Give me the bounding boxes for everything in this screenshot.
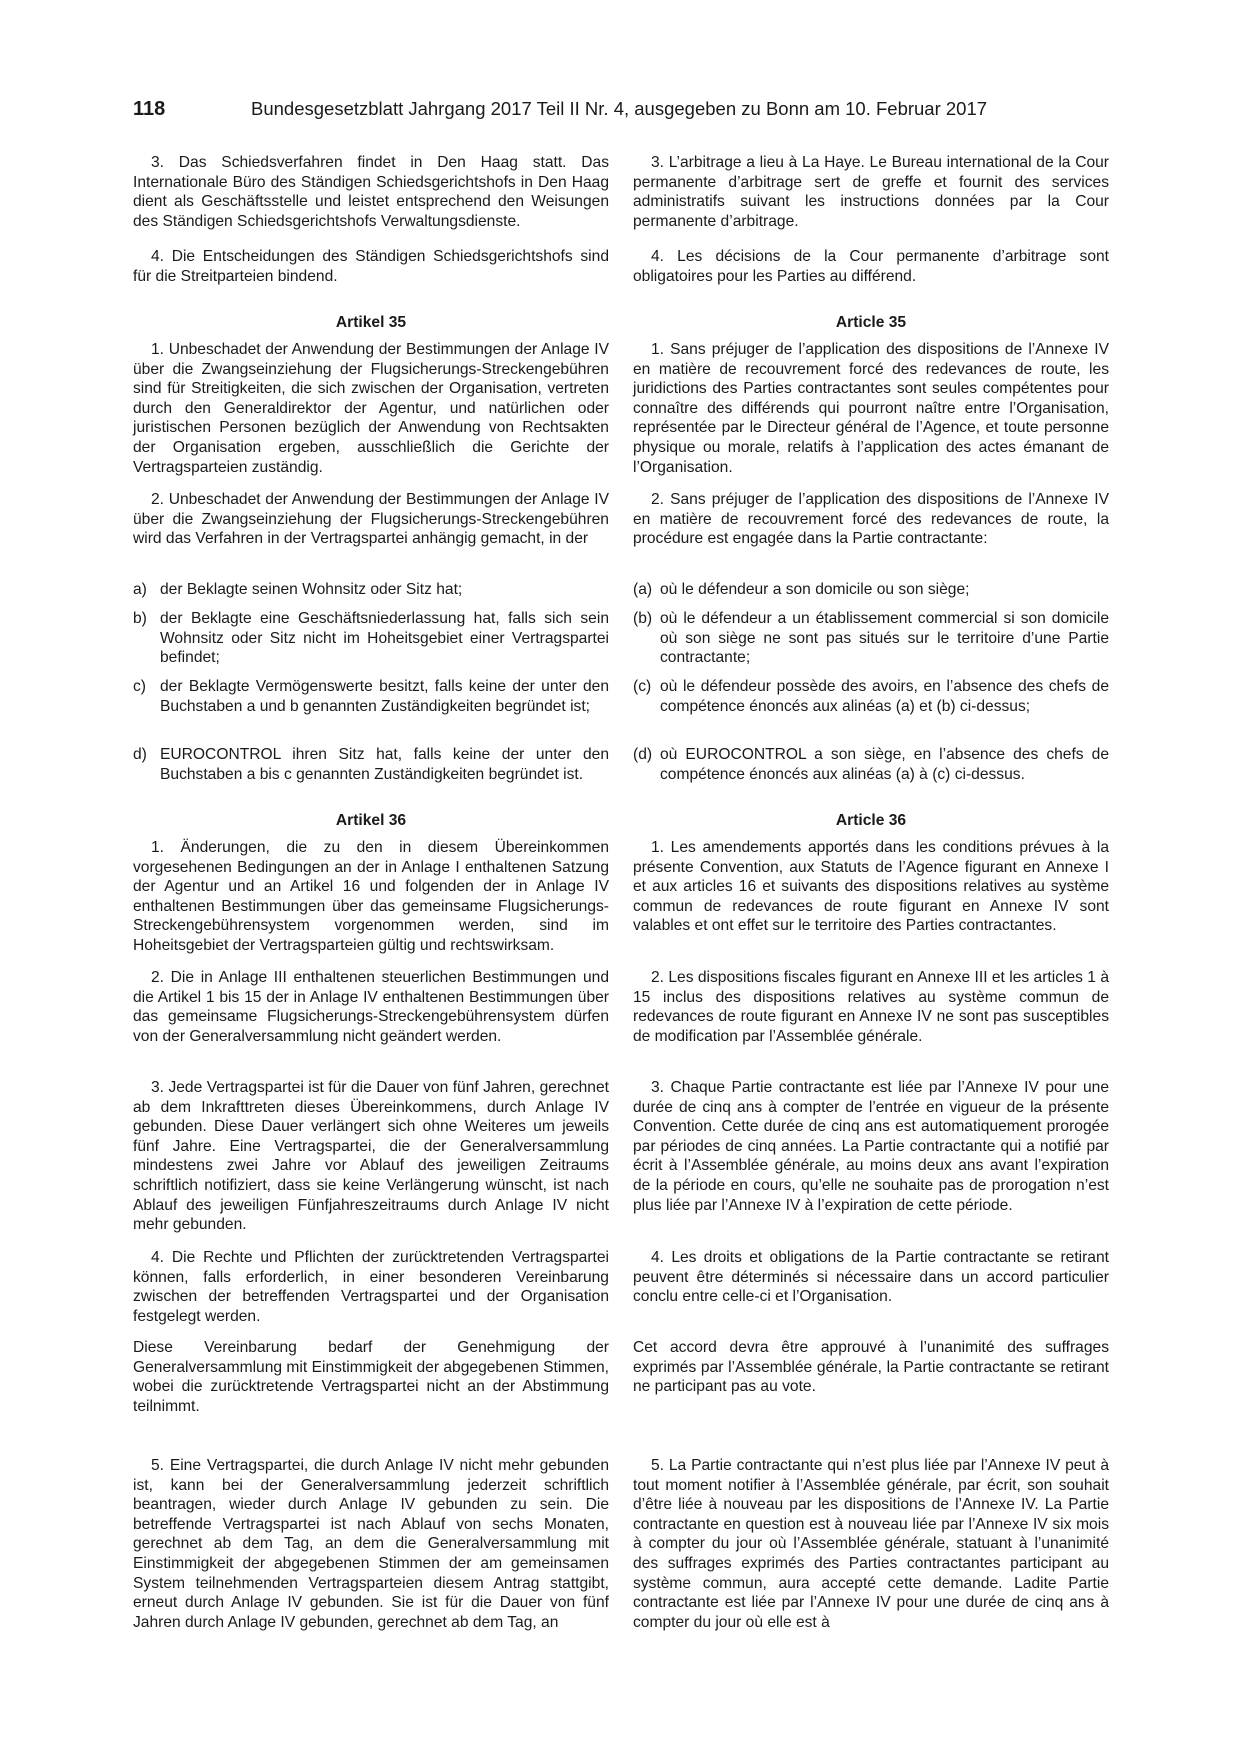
- list-text: où le défendeur a un établissement commercial si son domicile où son siège ne sont pas situés sur le territoire d’une Partie contractante;: [660, 610, 1109, 667]
- de-paragraph: 2. Unbeschadet der Anwendung der Bestimmungen der Anlage IV über die Zwangseinziehung der Flugsicherungs-Streckengebühren wird das Verfahren in der Vertragspartei anhängig gemacht, in der: [133, 491, 609, 548]
- de-paragraph: Diese Vereinbarung bedarf der Genehmigung der Generalversammlung mit Einstimmigkeit der abgegebenen Stimmen, wobei die zurücktretende Vertragspartei nicht an der Abstimmung teilnimmt.: [133, 1339, 609, 1415]
- list-text: der Beklagte seinen Wohnsitz oder Sitz hat;: [160, 581, 463, 598]
- fr-paragraph: 3. Chaque Partie contractante est liée par l’Annexe IV pour une durée de cinq ans à compter de l’entrée en vigueur de la présente Convention. Cette durée de cinq ans est automatiquement prorogée par périodes de cinq années. La Partie contractante qui a notifié par écrit à l’Assemblée générale, au moins deux ans avant l’expiration de la période en cours, qu’elle ne souhaite pas de prorogation n’est plus liée par l’Annexe IV à l’expiration de cette période.: [633, 1079, 1109, 1214]
- fr-article-36-heading: Article 36: [835, 812, 907, 829]
- list-label: a): [133, 581, 147, 598]
- fr-paragraph: 1. Les amendements apportés dans les conditions prévues à la présente Convention, aux Statuts de l’Agence figurant en Annexe I et aux articles 16 et suivants des dispositions relatives au système commun de redevances de route figurant en Annexe IV sont valables et ont effet sur le territoire des Parties contractantes.: [633, 839, 1109, 935]
- running-title: Bundesgesetzblatt Jahrgang 2017 Teil II Nr. 4, ausgegeben zu Bonn am 10. Februar 2017: [251, 98, 988, 119]
- fr-article-35-heading: Article 35: [835, 314, 907, 331]
- de-paragraph: 1. Änderungen, die zu den in diesem Übereinkommen vorgesehenen Bedingungen an der in Anlage I enthaltenen Satzung der Agentur und an Artikel 16 und folgenden der in Anlage IV enthaltenen Bestimmungen über das gemeinsame Flugsicherungs-Streckengebührensystem vorgenommen werden, sind im Hoheitsgebiet der Vertragsparteien gültig und rechtswirksam.: [133, 839, 609, 954]
- fr-paragraph: Cet accord devra être approuvé à l’unanimité des suffrages exprimés par l’Assemblée générale, la Partie contractante se retirant ne participant pas au vote.: [633, 1339, 1109, 1396]
- list-text: où EUROCONTROL a son siège, en l’absence des chefs de compétence énoncés aux alinéas (a) à (c) ci-dessus.: [660, 746, 1109, 783]
- list-text: der Beklagte eine Geschäftsniederlassung hat, falls sich sein Wohnsitz oder Sitz nicht im Hoheitsgebiet einer Vertragspartei befindet;: [160, 610, 609, 667]
- de-paragraph: 4. Die Entscheidungen des Ständigen Schiedsgerichtshofs sind für die Streitparteien bindend.: [133, 248, 609, 285]
- de-paragraph: 3. Das Schiedsverfahren findet in Den Haag statt. Das Internationale Büro des Ständigen Schiedsgerichtshofs in Den Haag dient als Geschäftsstelle und leistet entsprechend den Weisungen des Ständigen Schiedsgerichtshofs Verwaltungsdienste.: [133, 154, 609, 230]
- de-article-36-heading: Artikel 36: [335, 812, 407, 829]
- de-paragraph: 3. Jede Vertragspartei ist für die Dauer von fünf Jahren, gerechnet ab dem Inkrafttreten dieses Übereinkommens, durch Anlage IV gebunden. Diese Dauer verlängert sich ohne Weiteres um jeweils fünf Jahre. Eine Vertragspartei, die der Generalversammlung mindestens zwei Jahre vor Ablauf des jeweiligen Zeitraums schriftlich notifiziert, dass sie keine Verlängerung wünscht, ist nach Ablauf des jeweiligen Fünfjahreszeitraums durch Anlage IV nicht mehr gebunden.: [133, 1079, 609, 1234]
- list-text: EUROCONTROL ihren Sitz hat, falls keine der unter den Buchstaben a bis c genannten Zuständigkeiten begründet ist.: [160, 746, 609, 783]
- fr-paragraph: 1. Sans préjuger de l’application des dispositions de l’Annexe IV en matière de recouvrement forcé des redevances de route, les juridictions des Parties contractantes sont seules compétentes pour connaître des différends qui pourront naître entre l’Organisation, représentée par le Directeur général de l’Agence, et toute personne physique ou morale, relatifs à l’application des actes émanant de l’Organisation.: [633, 341, 1109, 476]
- de-paragraph: 5. Eine Vertragspartei, die durch Anlage IV nicht mehr gebunden ist, kann bei der Generalversammlung jederzeit schriftlich beantragen, wieder durch Anlage IV gebunden zu sein. Die betreffende Vertragspartei ist nach Ablauf von sechs Monaten, gerechnet ab dem Tag, an dem die Generalversammlung mit Einstimmigkeit der abgegebenen Stimmen der am gemeinsamen System teilnehmenden Vertragsparteien diesem Antrag stattgibt, erneut durch Anlage IV gebunden. Sie ist für die Dauer von fünf Jahren durch Anlage IV gebunden, gerechnet ab dem Tag, an: [133, 1457, 609, 1631]
- fr-paragraph: 2. Sans préjuger de l’application des dispositions de l’Annexe IV en matière de recouvrement forcé des redevances de route, la procédure est engagée dans la Partie contractante:: [633, 491, 1109, 548]
- fr-paragraph: 2. Les dispositions fiscales figurant en Annexe III et les articles 1 à 15 inclus des dispositions relatives au système commun de redevances de route figurant en Annexe IV ne sont pas susceptibles de modification par l’Assemblée générale.: [633, 969, 1109, 1045]
- list-label: c): [133, 678, 146, 695]
- fr-paragraph: 4. Les droits et obligations de la Partie contractante se retirant peuvent être déterminés si nécessaire dans un accord particulier conclu entre celle-ci et l’Organisation.: [633, 1249, 1109, 1306]
- fr-paragraph: 3. L’arbitrage a lieu à La Haye. Le Bureau international de la Cour permanente d’arbitrage sert de greffe et fournit des services administratifs suivant les instructions données par la Cour permanente d’arbitrage.: [633, 154, 1109, 230]
- de-article-35-heading: Artikel 35: [335, 314, 407, 331]
- list-label: (a): [633, 581, 653, 598]
- de-paragraph: 2. Die in Anlage III enthaltenen steuerlichen Bestimmungen und die Artikel 1 bis 15 der in Anlage IV enthaltenen Bestimmungen über das gemeinsame Flugsicherungs-Streckengebührensystem dürfen von der Generalversammlung nicht geändert werden.: [133, 969, 609, 1045]
- page-number: 118: [133, 98, 166, 120]
- list-text: der Beklagte Vermögenswerte besitzt, falls keine der unter den Buchstaben a und b genannten Zuständigkeiten begründet ist;: [160, 678, 609, 715]
- list-text: où le défendeur possède des avoirs, en l’absence des chefs de compétence énoncés aux alinéas (a) et (b) ci-dessus;: [660, 678, 1109, 715]
- de-paragraph: 1. Unbeschadet der Anwendung der Bestimmungen der Anlage IV über die Zwangseinziehung der Flugsicherungs-Streckengebühren sind für Streitigkeiten, die sich zwischen der Organisation, vertreten durch den Generaldirektor der Agentur, und natürlichen oder juristischen Personen bezüglich der Anwendung von Rechtsakten der Organisation ergeben, ausschließlich die Gerichte der Vertragsparteien zuständig.: [133, 341, 609, 476]
- list-label: (b): [633, 610, 653, 627]
- list-label: d): [133, 746, 147, 763]
- list-label: b): [133, 610, 147, 627]
- list-label: (c): [633, 678, 652, 695]
- fr-paragraph: 4. Les décisions de la Cour permanente d’arbitrage sont obligatoires pour les Parties au différend.: [633, 248, 1109, 285]
- list-label: (d): [633, 746, 653, 763]
- de-paragraph: 4. Die Rechte und Pflichten der zurücktretenden Vertragspartei können, falls erforderlich, in einer besonderen Vereinbarung zwischen der betreffenden Vertragspartei und der Organisation festgelegt werden.: [133, 1249, 609, 1325]
- fr-paragraph: 5. La Partie contractante qui n’est plus liée par l’Annexe IV peut à tout moment notifier à l’Assemblée générale, par écrit, son souhait d’être liée à nouveau par les dispositions de l’Annexe IV. La Partie contractante en question est à nouveau liée par l’Annexe IV six mois à compter du jour où l’Assemblée générale, statuant à l’unanimité des suffrages exprimés des Parties contractantes participant au système commun, aura accepté cette demande. Ladite Partie contractante est liée par l’Annexe IV pour une durée de cinq ans à compter du jour où elle est à: [633, 1457, 1109, 1631]
- page-header: [133, 98, 1113, 128]
- list-text: où le défendeur a son domicile ou son siège;: [660, 581, 970, 598]
